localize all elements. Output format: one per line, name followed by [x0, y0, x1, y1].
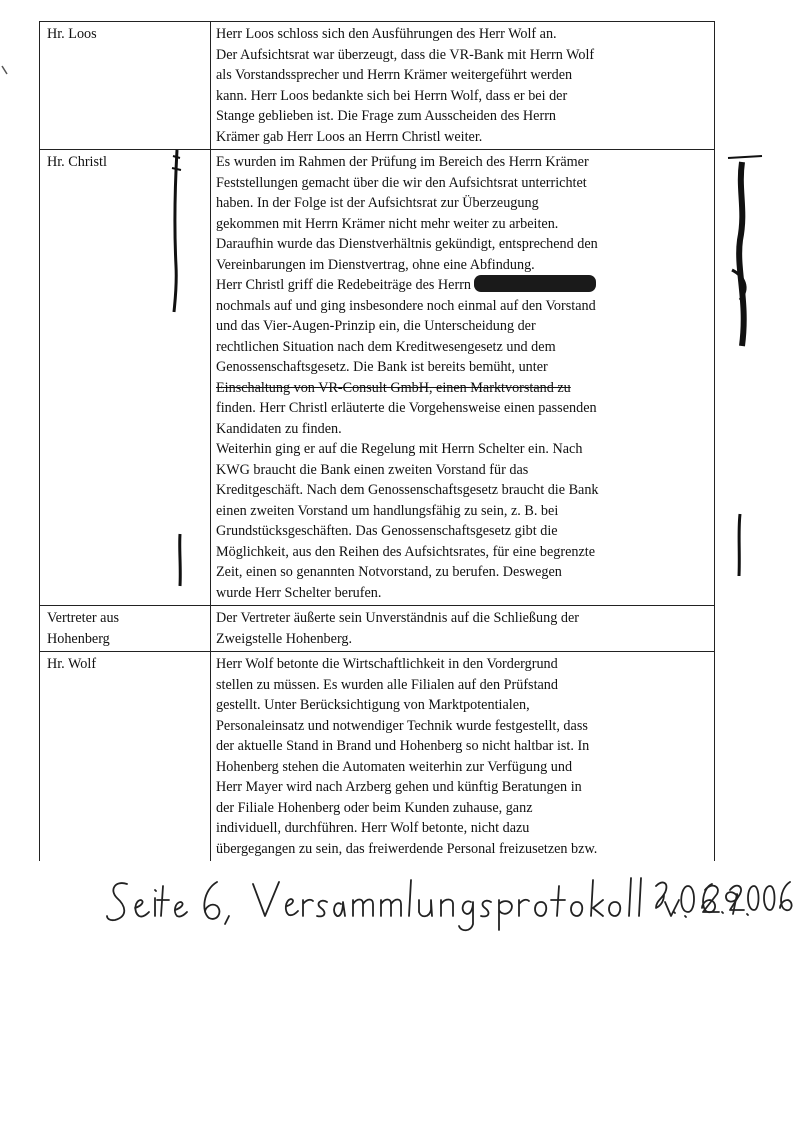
text-line: und das Vier-Augen-Prinzip ein, die Unterscheidung der	[216, 318, 536, 334]
text-line: der aktuelle Stand in Brand und Hohenberg so nicht haltbar ist. In	[216, 738, 590, 754]
text-line: Stange geblieben ist. Die Frage zum Ausscheiden des Herrn	[216, 108, 557, 124]
text-line: gekommen mit Herrn Krämer nicht mehr weiter zu arbeiten.	[216, 215, 559, 232]
statement-cell	[211, 150, 715, 606]
text-line: Weiterhin ging er auf die Regelung mit Herrn Schelter ein. Nach	[216, 441, 583, 457]
text-line: Kreditgeschäft. Nach dem Genossenschaftsgesetz braucht die Bank	[216, 482, 599, 498]
text-line: Herr Mayer wird nach Arzberg gehen und künftig Beratungen in	[216, 779, 582, 795]
struck-text-line: Einschaltung von VR-Consult GmbH, einen Marktvorstand zu	[216, 379, 571, 396]
text-line: Feststellungen gemacht über die wir den Aufsichtsrat unterrichtet	[216, 174, 587, 191]
text-line: Zeit, einen so genannten Notvorstand, zu berufen. Deswegen	[216, 564, 562, 580]
speaker-cell	[40, 606, 211, 652]
text-line: Krämer gab Herr Loos an Herrn Christl weiter.	[216, 128, 483, 145]
text-line: Herr Loos schloss sich den Ausführungen des Herr Wolf an.	[216, 26, 557, 42]
speaker-cell: Hr. Wolf	[40, 652, 211, 862]
redaction-block	[474, 275, 596, 292]
text-line: kann. Herr Loos bedankte sich bei Herrn Wolf, dass er bei der	[216, 87, 568, 104]
speaker-cell: Hr. Christl	[40, 150, 211, 606]
table-row	[40, 606, 715, 652]
text-line: Genossenschaftsgesetz. Die Bank ist bereits bemüht, unter	[216, 359, 548, 375]
text-line: Kandidaten zu finden.	[216, 420, 342, 437]
statement-cell	[211, 22, 715, 150]
text-line: haben. In der Folge ist der Aufsichtsrat zur Überzeugung	[216, 195, 539, 211]
statement-cell	[211, 652, 715, 862]
speaker-line: Vertreter aus	[47, 610, 120, 626]
text-line: Der Vertreter äußerte sein Unverständnis auf die Schließung der	[216, 610, 579, 626]
text-line-with-redaction	[216, 275, 710, 296]
handwritten-year	[728, 872, 798, 934]
text-line: nochmals auf und ging insbesondere noch einmal auf den Vorstand	[216, 297, 596, 314]
margin-pen-mark	[730, 512, 748, 578]
text-line: Der Aufsichtsrat war überzeugt, dass die VR-Bank mit Herrn Wolf	[216, 46, 595, 63]
margin-pen-mark	[722, 150, 766, 350]
text-line: der Filiale Hohenberg oder beim Kunden zuhause, ganz	[216, 799, 533, 816]
text-line: Daraufhin wurde das Dienstverhältnis gekündigt, entsprechend den	[216, 236, 598, 252]
text-line: Herr Wolf betonte die Wirtschaftlichkeit in den Vordergrund	[216, 656, 558, 672]
text-line: als Vorstandssprecher und Herrn Krämer weitergeführt werden	[216, 67, 573, 83]
text-fragment: Herr Christl griff die Redebeiträge des Herrn	[216, 277, 472, 293]
text-line: wurde Herr Schelter berufen.	[216, 584, 382, 601]
speaker-line: Hohenberg	[47, 630, 110, 647]
table-row	[40, 22, 715, 150]
protocol-table	[39, 21, 715, 861]
speaker-cell: Hr. Loos	[40, 22, 211, 150]
margin-pen-mark	[172, 532, 188, 588]
text-line: individuell, durchführen. Herr Wolf betonte, nicht dazu	[216, 820, 530, 836]
text-line: Vereinbarungen im Dienstvertrag, ohne eine Abfindung.	[216, 256, 535, 273]
text-line: gestellt. Unter Berücksichtigung von Marktpotentialen,	[216, 697, 530, 713]
text-line: KWG braucht die Bank einen zweiten Vorstand für das	[216, 461, 529, 478]
text-line: stellen zu müssen. Es wurden alle Filialen auf den Prüfstand	[216, 676, 558, 693]
text-line: einen zweiten Vorstand um handlungsfähig zu sein, z. B. bei	[216, 502, 559, 519]
table-row	[40, 150, 715, 606]
text-line: Es wurden im Rahmen der Prüfung im Bereich des Herrn Krämer	[216, 154, 589, 170]
text-line: Personaleinsatz und notwendiger Technik wurde festgestellt, dass	[216, 717, 588, 734]
statement-cell	[211, 606, 715, 652]
margin-pen-mark	[160, 146, 190, 316]
text-line: übergegangen zu sein, das freiwerdende Personal freizusetzen bzw.	[216, 840, 598, 857]
text-line: Hohenberg stehen die Automaten weiterhin zur Verfügung und	[216, 758, 573, 775]
text-line: Möglichkeit, aus den Reihen des Aufsichtsrates, für eine begrenzte	[216, 543, 596, 560]
text-line: rechtlichen Situation nach dem Kreditwesengesetz und dem	[216, 338, 556, 355]
margin-pen-mark	[0, 64, 10, 78]
table-row	[40, 652, 715, 862]
text-line: Grundstücksgeschäften. Das Genossenschaftsgesetz gibt die	[216, 523, 558, 539]
text-line: finden. Herr Christl erläuterte die Vorgehensweise einen passenden	[216, 400, 597, 416]
text-line: Zweigstelle Hohenberg.	[216, 630, 353, 647]
